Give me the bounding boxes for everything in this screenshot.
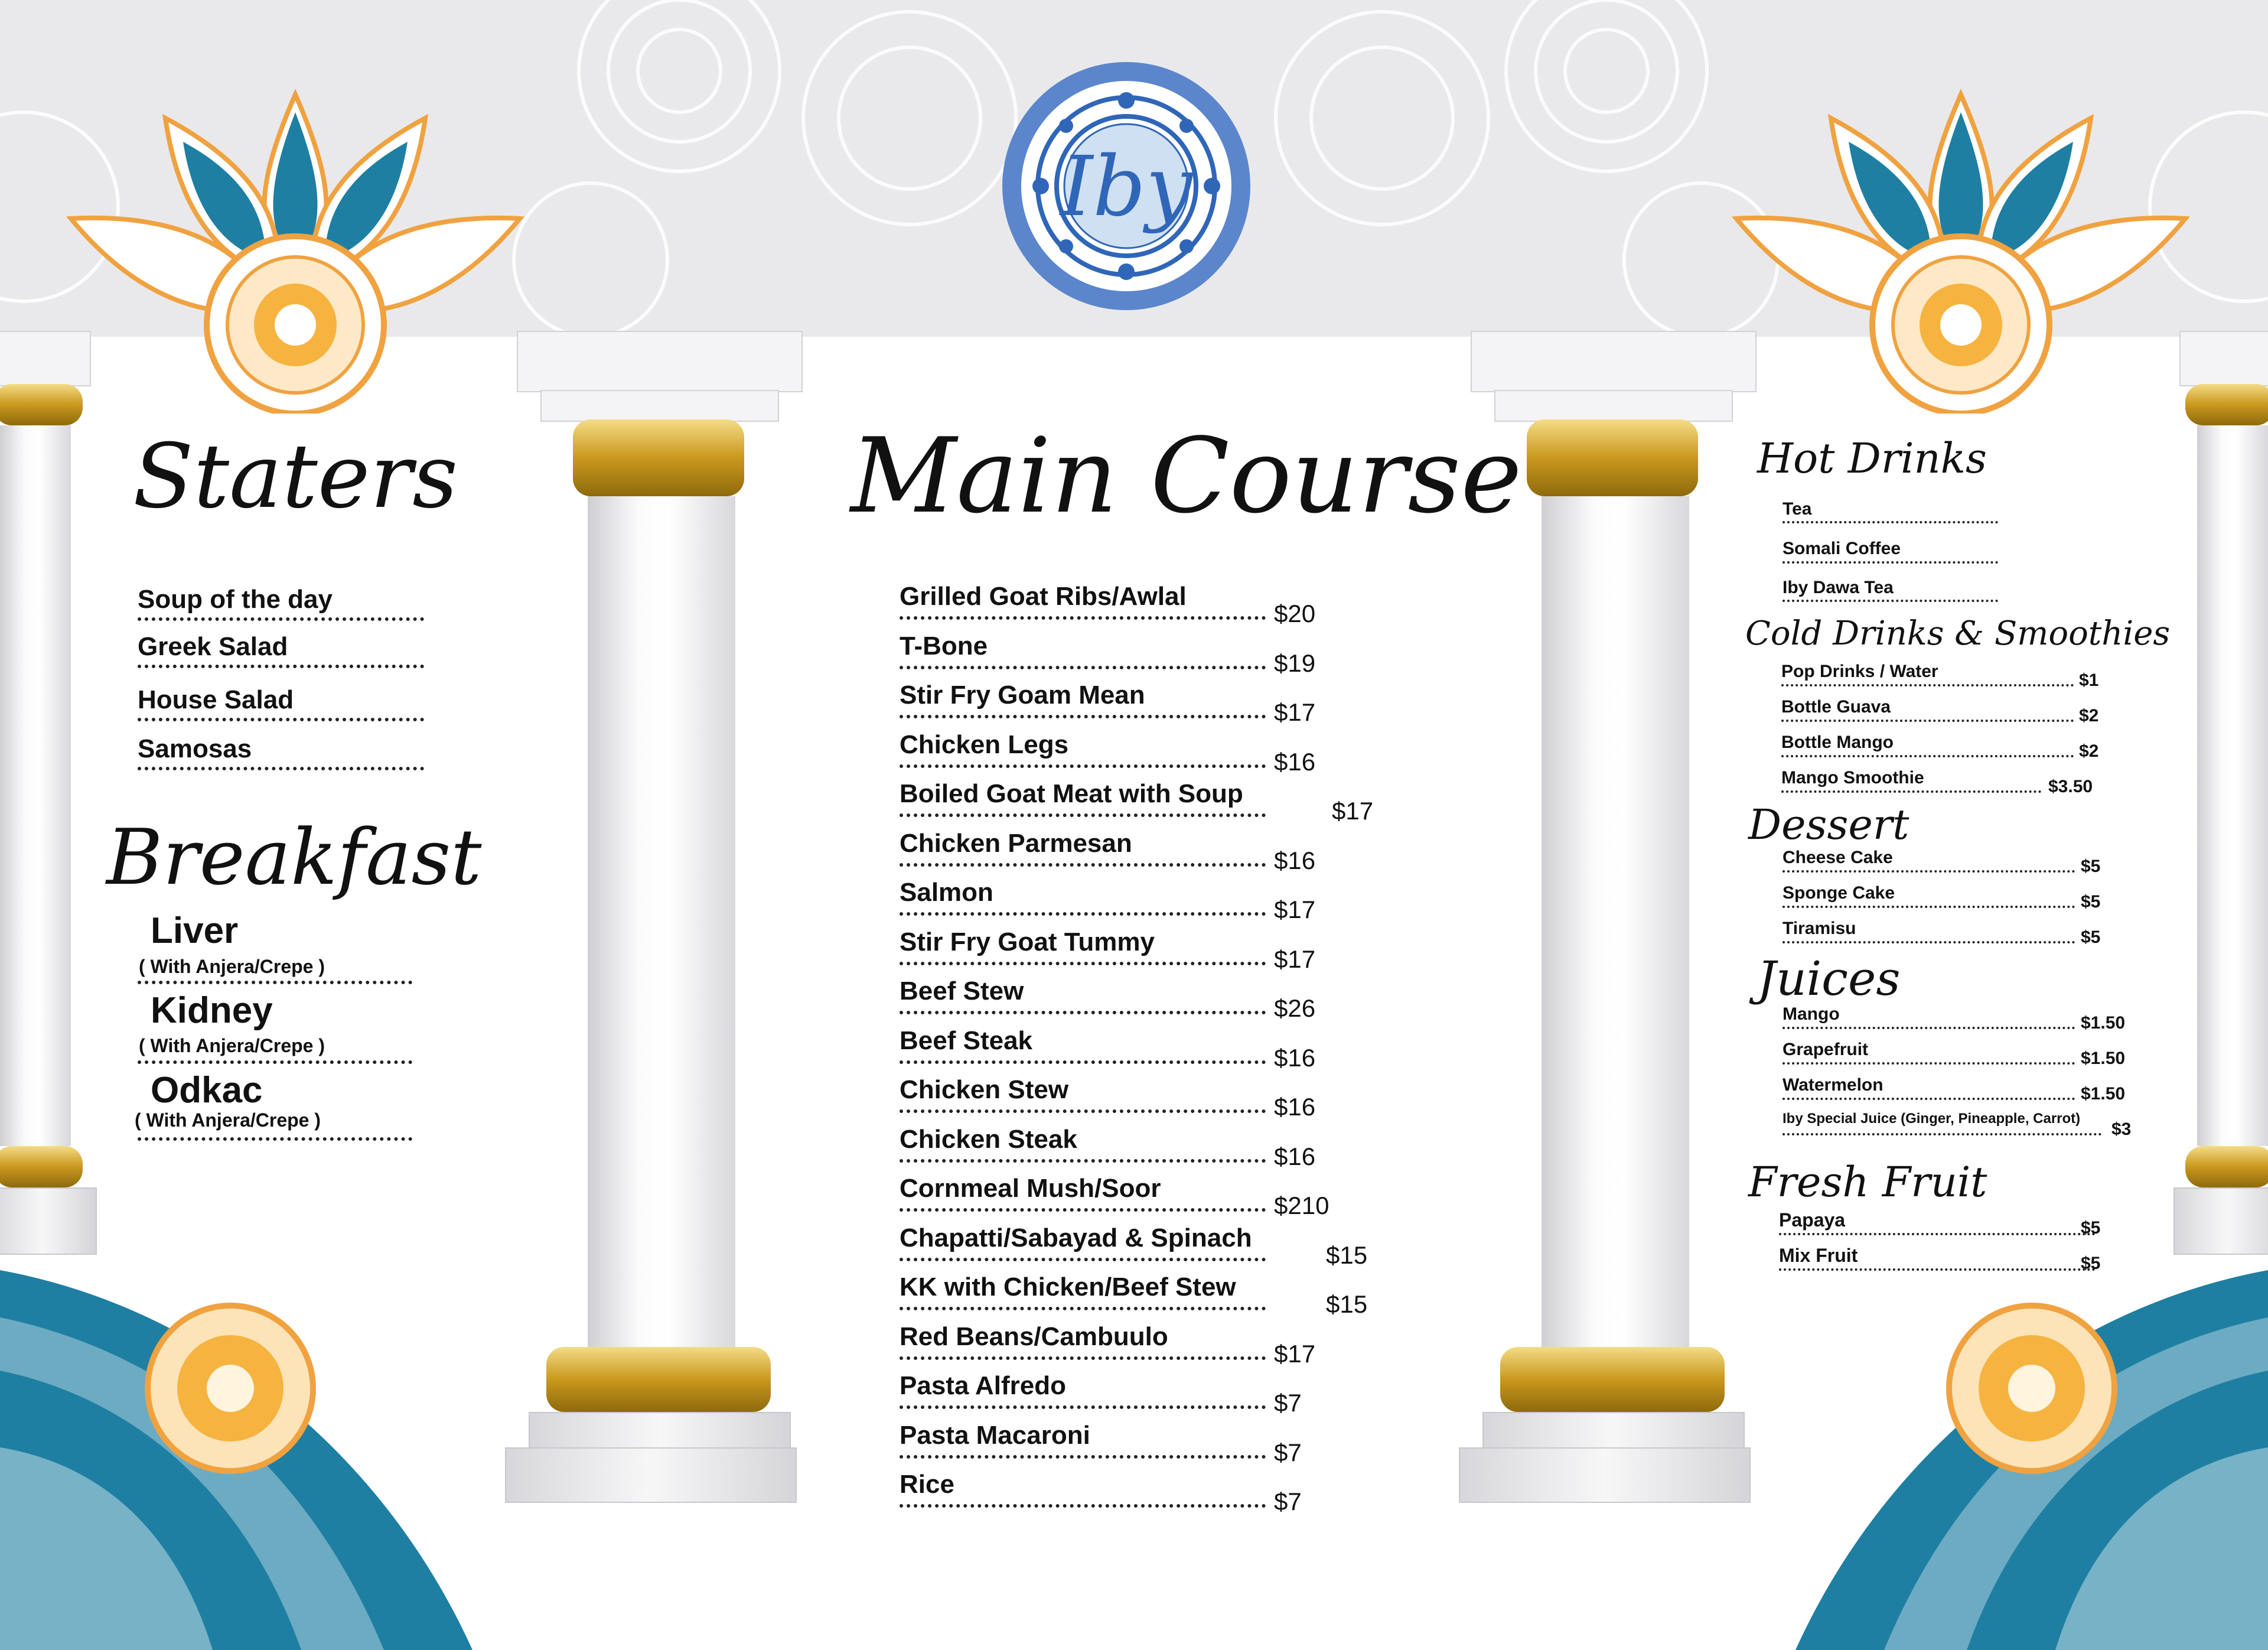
menu-item-name: Mango [1783, 1004, 1840, 1024]
dotted-leader [1783, 600, 1998, 602]
menu-item-price: $1.50 [2081, 1049, 2126, 1068]
dotted-leader [900, 1011, 1266, 1014]
dotted-leader [138, 665, 424, 668]
menu-item-price: $3 [2111, 1119, 2132, 1139]
menu-item-price: $3.50 [2048, 777, 2093, 796]
menu-item-price: $5 [2081, 892, 2101, 912]
list-item: Kidney [151, 990, 273, 1031]
menu-item-price: $17 [1332, 797, 1374, 825]
menu-item-price: $1.50 [2081, 1013, 2126, 1033]
dotted-leader [900, 764, 1266, 768]
dotted-leader [1781, 684, 2074, 686]
list-item: Liver [151, 910, 239, 951]
menu-item-price: $2 [2079, 741, 2099, 761]
dotted-leader [1781, 755, 2074, 757]
dotted-leader [900, 1455, 1266, 1459]
menu-item-price: $16 [1274, 1043, 1316, 1072]
dotted-leader [138, 1137, 412, 1141]
menu-item-name: Pop Drinks / Water [1781, 662, 1938, 681]
menu-item-name: KK with Chicken/Beef Stew [900, 1273, 1236, 1301]
dotted-leader [1783, 1133, 2101, 1135]
dotted-leader [900, 1405, 1266, 1409]
menu-item-name: Salmon [900, 878, 993, 907]
menu-item-price: $2 [2079, 706, 2099, 725]
item-note: ( With Anjera/Crepe ) [139, 1035, 325, 1056]
list-item: Iby Dawa Tea [1783, 578, 1894, 597]
menu-item-price: $7 [1274, 1488, 1302, 1515]
menu-item-price: $26 [1274, 994, 1316, 1022]
dotted-leader [900, 1060, 1266, 1064]
list-item: Greek Salad [138, 632, 288, 661]
menu-item-name: Mango Smoothie [1781, 768, 1924, 787]
dotted-leader [900, 863, 1266, 867]
fresh-fruit-title: Fresh Fruit [1748, 1158, 1987, 1206]
menu-item-price: $17 [1274, 1339, 1316, 1368]
dotted-leader [900, 912, 1266, 916]
menu-item-price: $7 [1274, 1389, 1302, 1417]
menu-item-name: Bottle Guava [1781, 697, 1891, 717]
menu-item-name: Sponge Cake [1783, 883, 1895, 903]
dessert-title: Dessert [1748, 800, 1909, 849]
list-item: Samosas [138, 734, 252, 763]
menu-item-name: Pasta Alfredo [900, 1371, 1067, 1400]
dotted-leader [900, 616, 1266, 620]
menu-item-name: Cornmeal Mush/Soor [900, 1174, 1161, 1203]
hot-drinks-title: Hot Drinks [1757, 434, 1987, 483]
dotted-leader [900, 1159, 1266, 1163]
menu-item-price: $15 [1326, 1241, 1368, 1269]
list-item: Somali Coffee [1783, 539, 1901, 558]
menu-item-name: Cheese Cake [1783, 848, 1893, 867]
dotted-leader [1783, 906, 2075, 908]
dotted-leader [1783, 870, 2075, 873]
breakfast-title: Breakfast [106, 812, 482, 902]
menu-item-price: $16 [1274, 1093, 1316, 1121]
menu-item-price: $1 [2079, 671, 2099, 690]
menu-item-price: $16 [1274, 1142, 1316, 1170]
menu-item-name: Chicken Legs [900, 730, 1069, 759]
list-item: Soup of the day [138, 585, 333, 614]
menu-item-name: Tiramisu [1783, 919, 1856, 938]
menu-item-name: Rice [900, 1470, 954, 1499]
dotted-leader [1783, 521, 1998, 523]
menu-item-price: $1.50 [2081, 1084, 2126, 1104]
dotted-leader [138, 981, 412, 984]
dotted-leader [900, 715, 1266, 718]
dotted-leader [900, 813, 1266, 817]
dotted-leader [138, 718, 424, 721]
menu-item-price: $7 [1274, 1438, 1302, 1466]
pillar-right-edge [2168, 331, 2268, 1258]
menu-item-name: Beef Stew [900, 977, 1024, 1005]
item-note: ( With Anjera/Crepe ) [139, 956, 325, 977]
dotted-leader [900, 1109, 1266, 1113]
dotted-leader [1783, 1027, 2075, 1029]
menu-item-name: Boiled Goat Meat with Soup [900, 779, 1243, 808]
dotted-leader [138, 617, 424, 621]
dotted-leader [900, 962, 1266, 965]
menu-item-price: $5 [2081, 1218, 2101, 1238]
dotted-leader [900, 1258, 1266, 1261]
list-item: House Salad [138, 685, 294, 714]
menu-item-name: Watermelon [1783, 1075, 1884, 1095]
pillar-left [505, 331, 818, 1506]
menu-item-price: $5 [2081, 927, 2101, 947]
starters-title: Staters [133, 425, 458, 528]
dotted-leader [900, 666, 1266, 669]
menu-item-name: Pasta Macaroni [900, 1420, 1090, 1450]
menu-item-price: $5 [2081, 1254, 2101, 1273]
menu-item-price: $5 [2081, 857, 2101, 876]
menu-item-price: $17 [1274, 896, 1316, 923]
menu-item-name: Grapefruit [1783, 1040, 1869, 1059]
dotted-leader [900, 1208, 1266, 1212]
menu-item-name: Chicken Parmesan [900, 828, 1132, 858]
list-item: Tea [1783, 499, 1812, 519]
menu-item-price: $20 [1274, 600, 1316, 627]
dotted-leader [138, 1060, 412, 1064]
dotted-leader [1783, 941, 2075, 943]
item-note: ( With Anjera/Crepe ) [135, 1109, 321, 1131]
menu-item-name: Bottle Mango [1781, 733, 1894, 752]
dotted-leader [900, 1356, 1266, 1360]
menu-item-price: $19 [1274, 649, 1316, 677]
menu-item-price: $210 [1274, 1192, 1329, 1219]
main-course-title: Main Course [850, 416, 1522, 536]
menu-item-price: $17 [1274, 945, 1316, 973]
menu-item-name: Iby Special Juice (Ginger, Pineapple, Carrot) [1783, 1111, 2081, 1127]
dotted-leader [900, 1504, 1266, 1508]
menu-item-name: T-Bone [900, 631, 988, 660]
cold-drinks-title: Cold Drinks & Smoothies [1745, 614, 2171, 653]
dotted-leader [1781, 790, 2041, 793]
menu-item-price: $17 [1274, 698, 1316, 726]
menu-item-name: Stir Fry Goam Mean [900, 681, 1145, 710]
menu-item-name: Red Beans/Cambuulo [900, 1322, 1168, 1351]
menu-item-name: Chicken Stew [900, 1075, 1069, 1104]
menu-item-name: Chicken Steak [900, 1124, 1077, 1154]
juices-title: Juices [1757, 951, 1901, 1006]
menu-item-price: $16 [1274, 846, 1316, 874]
dotted-leader [1779, 1268, 2095, 1271]
list-item: Odkac [151, 1070, 263, 1111]
logo-text: Iby [1060, 139, 1192, 235]
dotted-leader [1781, 720, 2074, 722]
dotted-leader [1783, 1098, 2075, 1100]
mandala-top-left [59, 83, 532, 414]
menu-item-price: $16 [1274, 747, 1316, 776]
menu-item-name: Mix Fruit [1779, 1245, 1858, 1266]
menu-item-name: Grilled Goat Ribs/Awlal [900, 582, 1187, 611]
logo [988, 59, 1265, 313]
mandala-top-right [1725, 83, 2197, 414]
menu-item-name: Stir Fry Goat Tummy [900, 927, 1155, 956]
dotted-leader [900, 1307, 1266, 1310]
dotted-leader [138, 767, 424, 770]
pillar-left-edge [0, 331, 100, 1258]
dotted-leader [1783, 561, 1998, 564]
menu-item-name: Chapatti/Sabayad & Spinach [900, 1223, 1252, 1252]
dotted-leader [1779, 1233, 2095, 1235]
dotted-leader [1783, 1062, 2075, 1065]
menu-item-name: Beef Steak [900, 1026, 1033, 1055]
menu-item-price: $15 [1326, 1290, 1368, 1318]
menu-item-name: Papaya [1779, 1209, 1846, 1231]
